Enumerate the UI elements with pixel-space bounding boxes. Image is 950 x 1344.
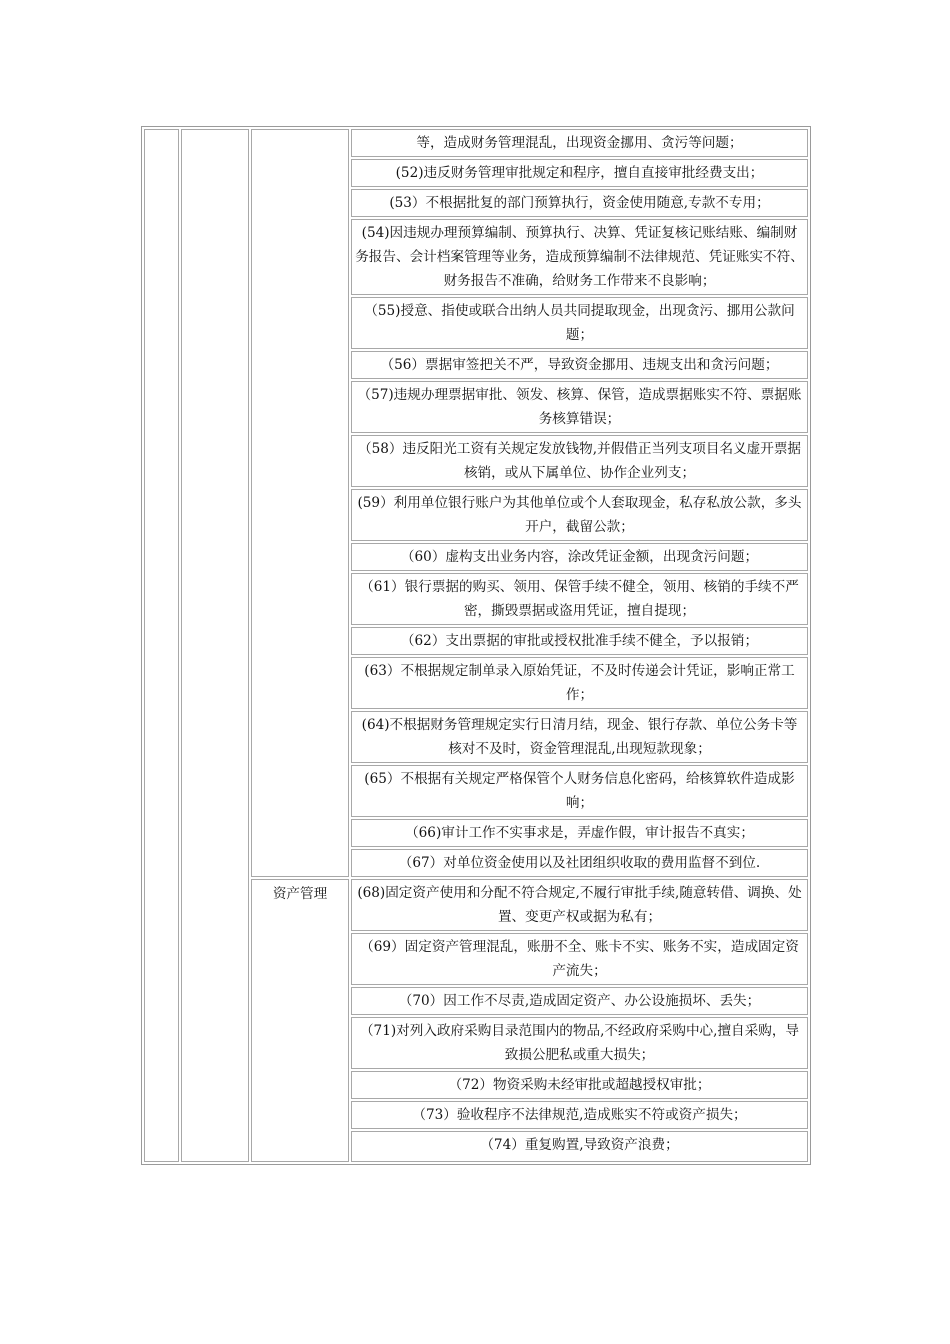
item-cell: (63）不根据规定制单录入原始凭证，不及时传递会计凭证，影响正常工作； (351, 657, 808, 709)
item-cell: (64)不根据财务管理规定实行日清月结，现金、银行存款、单位公务卡等核对不及时，资金管理混乱,出现短款现象； (351, 711, 808, 763)
item-cell: （58）违反阳光工资有关规定发放钱物,并假借正当列支项目名义虚开票据核销，或从下属单位、协作企业列支； (351, 435, 808, 487)
item-cell: (52)违反财务管理审批规定和程序，擅自直接审批经费支出； (351, 159, 808, 187)
category-cell: 资产管理 (251, 879, 349, 1162)
item-cell: （67）对单位资金使用以及社团组织收取的费用监督不到位. (351, 849, 808, 877)
category-cell-empty (251, 129, 349, 877)
item-cell: （55)授意、指使或联合出纳人员共同提取现金，出现贪污、挪用公款问题； (351, 297, 808, 349)
item-cell: （62）支出票据的审批或授权批准手续不健全，予以报销； (351, 627, 808, 655)
empty-column-cell (181, 129, 249, 1162)
item-cell: (54)因违规办理预算编制、预算执行、决算、凭证复核记账结账、编制财务报告、会计档案管理等业务，造成预算编制不法律规范、凭证账实不符、财务报告不准确，给财务工作带来不良影响； (351, 219, 808, 295)
item-cell: （74）重复购置,导致资产浪费； (351, 1131, 808, 1162)
item-cell: （73）验收程序不法律规范,造成账实不符或资产损失； (351, 1101, 808, 1129)
item-cell: （70）因工作不尽责,造成固定资产、办公设施损坏、丢失； (351, 987, 808, 1015)
item-cell: （72）物资采购未经审批或超越授权审批； (351, 1071, 808, 1099)
item-cell: 等，造成财务管理混乱，出现资金挪用、贪污等问题； (351, 129, 808, 157)
item-cell: (65）不根据有关规定严格保管个人财务信息化密码，给核算软件造成影响； (351, 765, 808, 817)
table-body (144, 129, 808, 1162)
item-cell: （69）固定资产管理混乱，账册不全、账卡不实、账务不实，造成固定资产流失； (351, 933, 808, 985)
item-cell: （56）票据审签把关不严，导致资金挪用、违规支出和贪污问题； (351, 351, 808, 379)
item-cell: （61）银行票据的购买、领用、保管手续不健全，领用、核销的手续不严密，撕毁票据或盗用凭证，擅自提现； (351, 573, 808, 625)
item-cell: （66)审计工作不实事求是，弄虚作假，审计报告不真实； (351, 819, 808, 847)
regulation-table (141, 126, 811, 1165)
empty-column-cell (144, 129, 179, 1162)
item-cell: （57)违规办理票据审批、领发、核算、保管，造成票据账实不符、票据账务核算错误； (351, 381, 808, 433)
item-cell: (53）不根据批复的部门预算执行，资金使用随意,专款不专用； (351, 189, 808, 217)
table-row (144, 129, 808, 157)
item-cell: （71)对列入政府采购目录范围内的物品,不经政府采购中心,擅自采购，导致损公肥私或重大损失； (351, 1017, 808, 1069)
item-cell: (68)固定资产使用和分配不符合规定,不履行审批手续,随意转借、调换、处置、变更产权或据为私有； (351, 879, 808, 931)
item-cell: (59）利用单位银行账户为其他单位或个人套取现金，私存私放公款，多头开户，截留公款； (351, 489, 808, 541)
item-cell: （60）虚构支出业务内容，涂改凭证金额，出现贪污问题； (351, 543, 808, 571)
